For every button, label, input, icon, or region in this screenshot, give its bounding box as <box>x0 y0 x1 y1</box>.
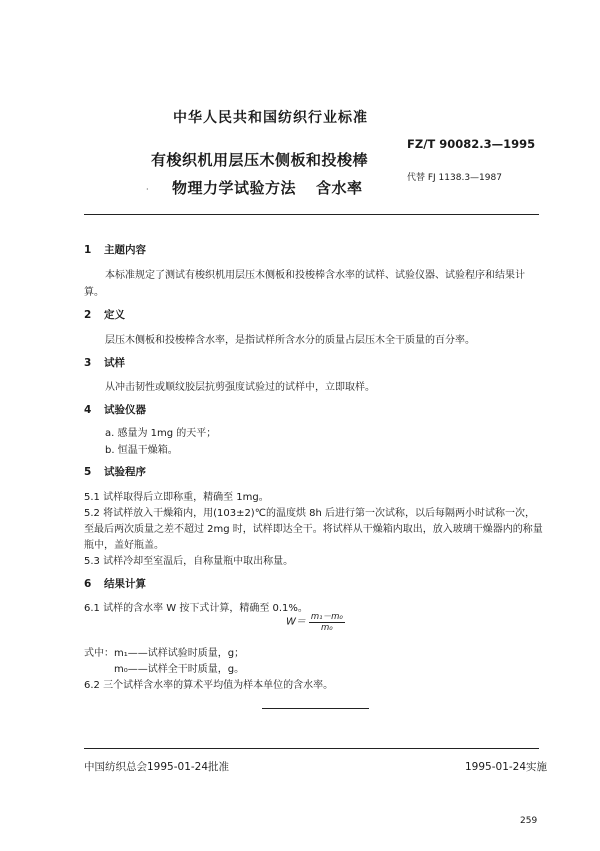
section-3-number: 3 <box>84 357 92 369</box>
formula-denominator: m₀ <box>320 623 333 633</box>
end-rule <box>262 708 369 709</box>
title-line2-sub: 含水率 <box>316 179 363 197</box>
page-number: 259 <box>520 816 538 826</box>
standard-number: FZ/T 90082.3—1995 <box>407 137 536 151</box>
section-1-heading <box>84 242 146 257</box>
section-4-heading <box>84 402 146 417</box>
formula-lhs: W＝ <box>286 616 306 628</box>
document-title-line2 <box>172 177 363 198</box>
title-line2-main: 物理力学试验方法 <box>172 179 297 197</box>
section-4-title: 试验仪器 <box>104 404 146 416</box>
clause-5-2-line2: 至最后两次质量之差不超过 2mg 时，试样即达全干。将试样从干燥箱内取出，放入玻璃干燥器内的称量 <box>84 524 543 535</box>
document-title-line1: 有梭织机用层压木侧板和投梭棒 <box>151 151 369 169</box>
approval-date: 中国纺织总会1995-01-24批准 <box>84 761 230 773</box>
section-5-number: 5 <box>84 466 92 478</box>
moisture-formula <box>286 610 345 633</box>
section-6-number: 6 <box>84 578 92 590</box>
section-3-heading <box>84 355 125 370</box>
section-3-text: 从冲击韧性或顺纹胶层抗剪强度试验过的试样中，立即取样。 <box>105 382 375 393</box>
section-2-title: 定义 <box>104 309 125 321</box>
clause-5-1: 5.1 试样取得后立即称重，精确至 1mg。 <box>84 492 269 503</box>
section-1-text-line2: 算。 <box>84 287 104 298</box>
clause-5-2-line3: 瓶中，盖好瓶盖。 <box>84 540 164 551</box>
formula-where-1: 式中：m₁——试样试验时质量，g； <box>84 648 245 659</box>
clause-5-2-line1: 5.2 将试样放入干燥箱内，用(103±2)℃的温度烘 8h 后进行第一次试称，以后每隔两小时试称一次， <box>84 508 536 519</box>
stray-dot: · <box>146 185 149 194</box>
section-6-title: 结果计算 <box>104 578 146 590</box>
instrument-a: a. 感量为 1mg 的天平； <box>105 428 217 439</box>
section-2-number: 2 <box>84 309 92 321</box>
formula-fraction <box>309 610 345 633</box>
section-1-number: 1 <box>84 244 92 256</box>
section-1-text-line1: 本标准规定了测试有梭织机用层压木侧板和投梭棒含水率的试样、试验仪器、试验程序和结果计 <box>105 270 525 281</box>
formula-numerator: m₁－m₀ <box>310 612 343 622</box>
section-2-text: 层压木侧板和投梭棒含水率，是指试样所含水分的质量占层压木全干质量的百分率。 <box>105 335 475 346</box>
instrument-b: b. 恒温干燥箱。 <box>105 445 178 456</box>
effective-date: 1995-01-24实施 <box>465 761 548 773</box>
section-2-heading <box>84 307 125 322</box>
header-divider <box>84 214 539 215</box>
replaces-standard: 代替 FJ 1138.3—1987 <box>407 173 502 183</box>
section-6-heading <box>84 576 146 591</box>
section-3-title: 试样 <box>104 357 125 369</box>
section-4-number: 4 <box>84 404 92 416</box>
footer-divider <box>84 748 539 749</box>
clause-6-2: 6.2 三个试样含水率的算术平均值为样本单位的含水率。 <box>84 680 334 691</box>
issuing-body: 中华人民共和国纺织行业标准 <box>173 110 368 126</box>
clause-6-1: 6.1 试样的含水率 W 按下式计算，精确至 0.1%。 <box>84 603 308 614</box>
section-5-heading <box>84 464 146 479</box>
formula-where-2: m₀——试样全干时质量，g。 <box>114 664 245 675</box>
clause-5-3: 5.3 试样冷却至室温后，自称量瓶中取出称量。 <box>84 556 294 567</box>
section-1-title: 主题内容 <box>104 244 146 256</box>
section-5-title: 试验程序 <box>104 466 146 478</box>
